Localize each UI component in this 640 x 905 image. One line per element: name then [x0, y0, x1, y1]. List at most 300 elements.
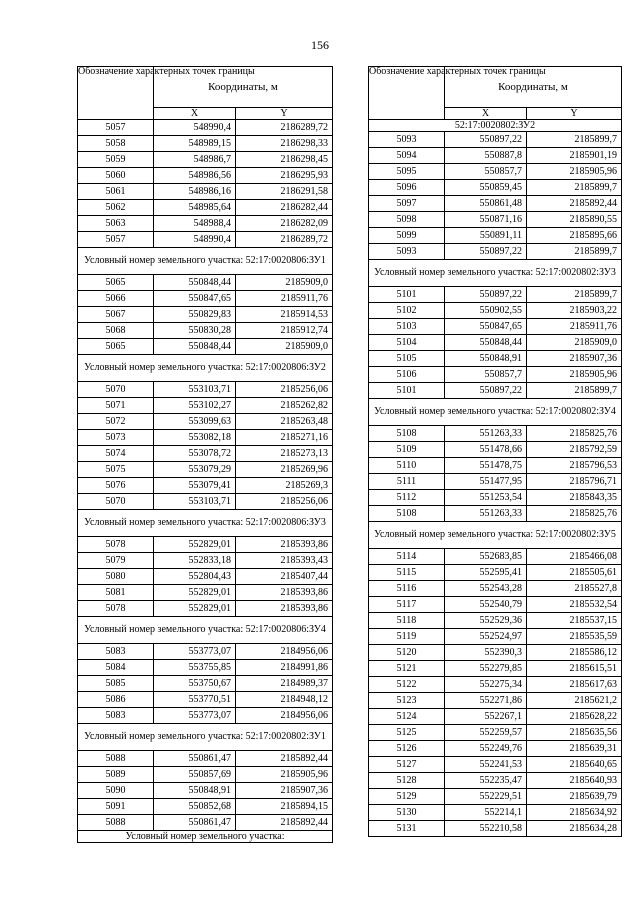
parcel-section-title: 52:17:0020802:ЗУ2 [369, 120, 622, 132]
x-coordinate-cell: 550891,11 [445, 228, 527, 244]
x-coordinate-cell: 550852,68 [154, 799, 236, 815]
parcel-section-title: Условный номер земельного участка: 52:17:0020802:ЗУ3 [369, 260, 622, 287]
point-id-cell: 5112 [369, 490, 445, 506]
point-id-cell: 5124 [369, 709, 445, 725]
header-y: Y [527, 108, 622, 120]
point-id-cell: 5072 [78, 414, 154, 430]
table-row [369, 319, 622, 335]
y-coordinate-cell: 2186282,44 [236, 200, 333, 216]
y-coordinate-cell: 2185825,76 [527, 426, 622, 442]
table-row [78, 783, 333, 799]
x-coordinate-cell: 552540,79 [445, 597, 527, 613]
header-coordinates: Координаты, м [154, 67, 333, 108]
point-id-cell: 5084 [78, 660, 154, 676]
point-id-cell: 5108 [369, 426, 445, 442]
y-coordinate-cell: 2185899,7 [527, 244, 622, 260]
y-coordinate-cell: 2185262,82 [236, 398, 333, 414]
section-row [78, 831, 333, 843]
point-id-cell: 5066 [78, 291, 154, 307]
point-id-cell: 5058 [78, 136, 154, 152]
header-x: X [445, 108, 527, 120]
table-row [78, 232, 333, 248]
table-row [369, 661, 622, 677]
y-coordinate-cell: 2185621,2 [527, 693, 622, 709]
y-coordinate-cell: 2185909,0 [236, 339, 333, 355]
table-row [78, 323, 333, 339]
y-coordinate-cell: 2186282,09 [236, 216, 333, 232]
table-row [369, 228, 622, 244]
y-coordinate-cell: 2185901,19 [527, 148, 622, 164]
header-coordinates: Координаты, м [445, 67, 622, 108]
x-coordinate-cell: 550871,16 [445, 212, 527, 228]
section-row [369, 120, 622, 132]
point-id-cell: 5076 [78, 478, 154, 494]
x-coordinate-cell: 550848,44 [154, 339, 236, 355]
point-id-cell: 5095 [369, 164, 445, 180]
table-row [78, 660, 333, 676]
x-coordinate-cell: 552683,85 [445, 549, 527, 565]
point-id-cell: 5061 [78, 184, 154, 200]
table-row [369, 442, 622, 458]
point-id-cell: 5119 [369, 629, 445, 645]
table-row [78, 553, 333, 569]
x-coordinate-cell: 553102,27 [154, 398, 236, 414]
x-coordinate-cell: 548985,64 [154, 200, 236, 216]
point-id-cell: 5088 [78, 815, 154, 831]
y-coordinate-cell: 2185617,63 [527, 677, 622, 693]
point-id-cell: 5106 [369, 367, 445, 383]
x-coordinate-cell: 550857,7 [445, 164, 527, 180]
table-row [78, 799, 333, 815]
table-row [78, 815, 333, 831]
point-id-cell: 5089 [78, 767, 154, 783]
x-coordinate-cell: 550887,8 [445, 148, 527, 164]
x-coordinate-cell: 552267,1 [445, 709, 527, 725]
table-row [78, 430, 333, 446]
table-row [78, 307, 333, 323]
x-coordinate-cell: 550857,69 [154, 767, 236, 783]
table-row [78, 414, 333, 430]
y-coordinate-cell: 2185890,55 [527, 212, 622, 228]
table-row [78, 275, 333, 291]
table-row [369, 581, 622, 597]
x-coordinate-cell: 550861,48 [445, 196, 527, 212]
point-id-cell: 5114 [369, 549, 445, 565]
y-coordinate-cell: 2185899,7 [527, 383, 622, 399]
point-id-cell: 5085 [78, 676, 154, 692]
table-row [369, 805, 622, 821]
y-coordinate-cell: 2185892,44 [236, 751, 333, 767]
y-coordinate-cell: 2185899,7 [527, 132, 622, 148]
table-row [78, 398, 333, 414]
y-coordinate-cell: 2185843,35 [527, 490, 622, 506]
y-coordinate-cell: 2184956,06 [236, 644, 333, 660]
table-row [369, 287, 622, 303]
point-id-cell: 5086 [78, 692, 154, 708]
y-coordinate-cell: 2184956,06 [236, 708, 333, 724]
section-row [78, 510, 333, 537]
x-coordinate-cell: 548990,4 [154, 232, 236, 248]
table-row [78, 767, 333, 783]
point-id-cell: 5123 [369, 693, 445, 709]
table-row [369, 244, 622, 260]
table-row [369, 741, 622, 757]
point-id-cell: 5093 [369, 244, 445, 260]
point-id-cell: 5059 [78, 152, 154, 168]
table-row [369, 565, 622, 581]
table-row [369, 506, 622, 522]
x-coordinate-cell: 552275,34 [445, 677, 527, 693]
point-id-cell: 5071 [78, 398, 154, 414]
y-coordinate-cell: 2185269,3 [236, 478, 333, 494]
y-coordinate-cell: 2185635,56 [527, 725, 622, 741]
x-coordinate-cell: 553773,07 [154, 708, 236, 724]
table-row [369, 132, 622, 148]
y-coordinate-cell: 2186295,93 [236, 168, 333, 184]
parcel-section-title: Условный номер земельного участка: 52:17:0020802:ЗУ5 [369, 522, 622, 549]
x-coordinate-cell: 553770,51 [154, 692, 236, 708]
parcel-section-title: Условный номер земельного участка: 52:17:0020806:ЗУ3 [78, 510, 333, 537]
x-coordinate-cell: 552595,41 [445, 565, 527, 581]
table-row [369, 709, 622, 725]
section-row [78, 248, 333, 275]
table-row [78, 462, 333, 478]
x-coordinate-cell: 550847,65 [445, 319, 527, 335]
point-id-cell: 5109 [369, 442, 445, 458]
table-row [78, 168, 333, 184]
point-id-cell: 5121 [369, 661, 445, 677]
table-row [78, 152, 333, 168]
y-coordinate-cell: 2185640,93 [527, 773, 622, 789]
x-coordinate-cell: 552241,53 [445, 757, 527, 773]
y-coordinate-cell: 2185527,8 [527, 581, 622, 597]
x-coordinate-cell: 550847,65 [154, 291, 236, 307]
x-coordinate-cell: 553750,67 [154, 676, 236, 692]
table-row [369, 164, 622, 180]
x-coordinate-cell: 552390,3 [445, 645, 527, 661]
point-id-cell: 5057 [78, 120, 154, 136]
y-coordinate-cell: 2185905,96 [527, 367, 622, 383]
x-coordinate-cell: 552249,76 [445, 741, 527, 757]
table-row [78, 537, 333, 553]
x-coordinate-cell: 550830,28 [154, 323, 236, 339]
x-coordinate-cell: 550848,44 [445, 335, 527, 351]
point-id-cell: 5078 [78, 537, 154, 553]
y-coordinate-cell: 2185393,86 [236, 537, 333, 553]
point-id-cell: 5116 [369, 581, 445, 597]
y-coordinate-cell: 2185909,0 [236, 275, 333, 291]
y-coordinate-cell: 2185263,48 [236, 414, 333, 430]
point-id-cell: 5122 [369, 677, 445, 693]
point-id-cell: 5110 [369, 458, 445, 474]
table-row [78, 692, 333, 708]
point-id-cell: 5096 [369, 180, 445, 196]
table-row [369, 303, 622, 319]
table-row [369, 613, 622, 629]
table-row [369, 196, 622, 212]
table-row [369, 212, 622, 228]
point-id-cell: 5062 [78, 200, 154, 216]
x-coordinate-cell: 553755,85 [154, 660, 236, 676]
header-point-name: Обозначение характерных точек границы [78, 67, 154, 120]
y-coordinate-cell: 2185269,96 [236, 462, 333, 478]
section-row [78, 617, 333, 644]
point-id-cell: 5097 [369, 196, 445, 212]
point-id-cell: 5128 [369, 773, 445, 789]
point-id-cell: 5081 [78, 585, 154, 601]
y-coordinate-cell: 2185899,7 [527, 180, 622, 196]
point-id-cell: 5127 [369, 757, 445, 773]
y-coordinate-cell: 2185532,54 [527, 597, 622, 613]
table-row [78, 339, 333, 355]
x-coordinate-cell: 550859,45 [445, 180, 527, 196]
table-row [78, 601, 333, 617]
point-id-cell: 5080 [78, 569, 154, 585]
table-row [78, 120, 333, 136]
y-coordinate-cell: 2185796,71 [527, 474, 622, 490]
x-coordinate-cell: 548988,4 [154, 216, 236, 232]
table-row [78, 644, 333, 660]
parcel-section-title: Условный номер земельного участка: 52:17:0020802:ЗУ4 [369, 399, 622, 426]
table-row [78, 382, 333, 398]
point-id-cell: 5065 [78, 339, 154, 355]
x-coordinate-cell: 553099,63 [154, 414, 236, 430]
y-coordinate-cell: 2185912,74 [236, 323, 333, 339]
header-y: Y [236, 108, 333, 120]
y-coordinate-cell: 2185256,06 [236, 494, 333, 510]
section-row [369, 522, 622, 549]
table-row [78, 585, 333, 601]
x-coordinate-cell: 552829,01 [154, 585, 236, 601]
y-coordinate-cell: 2186289,72 [236, 120, 333, 136]
point-id-cell: 5083 [78, 708, 154, 724]
y-coordinate-cell: 2184948,12 [236, 692, 333, 708]
point-id-cell: 5090 [78, 783, 154, 799]
table-row [78, 216, 333, 232]
y-coordinate-cell: 2185586,12 [527, 645, 622, 661]
x-coordinate-cell: 552804,43 [154, 569, 236, 585]
coordinates-table-right [368, 66, 622, 837]
y-coordinate-cell: 2185615,51 [527, 661, 622, 677]
x-coordinate-cell: 548989,15 [154, 136, 236, 152]
table-row [369, 383, 622, 399]
section-row [369, 260, 622, 287]
x-coordinate-cell: 552529,36 [445, 613, 527, 629]
y-coordinate-cell: 2185825,76 [527, 506, 622, 522]
x-coordinate-cell: 553082,18 [154, 430, 236, 446]
point-id-cell: 5099 [369, 228, 445, 244]
table-row [78, 494, 333, 510]
point-id-cell: 5131 [369, 821, 445, 837]
y-coordinate-cell: 2185899,7 [527, 287, 622, 303]
point-id-cell: 5098 [369, 212, 445, 228]
point-id-cell: 5104 [369, 335, 445, 351]
table-row [369, 490, 622, 506]
point-id-cell: 5105 [369, 351, 445, 367]
x-coordinate-cell: 551263,33 [445, 426, 527, 442]
point-id-cell: 5094 [369, 148, 445, 164]
point-id-cell: 5067 [78, 307, 154, 323]
y-coordinate-cell: 2185639,31 [527, 741, 622, 757]
point-id-cell: 5103 [369, 319, 445, 335]
point-id-cell: 5083 [78, 644, 154, 660]
y-coordinate-cell: 2185640,65 [527, 757, 622, 773]
point-id-cell: 5060 [78, 168, 154, 184]
table-row [369, 148, 622, 164]
header-point-name: Обозначение характерных точек границы [369, 67, 445, 120]
x-coordinate-cell: 551478,75 [445, 458, 527, 474]
y-coordinate-cell: 2185639,79 [527, 789, 622, 805]
table-row [78, 291, 333, 307]
point-id-cell: 5074 [78, 446, 154, 462]
x-coordinate-cell: 553079,41 [154, 478, 236, 494]
point-id-cell: 5079 [78, 553, 154, 569]
x-coordinate-cell: 550861,47 [154, 751, 236, 767]
table-row [369, 645, 622, 661]
y-coordinate-cell: 2185892,44 [236, 815, 333, 831]
section-row [78, 355, 333, 382]
x-coordinate-cell: 553079,29 [154, 462, 236, 478]
section-row [78, 724, 333, 751]
y-coordinate-cell: 2185634,28 [527, 821, 622, 837]
y-coordinate-cell: 2185892,44 [527, 196, 622, 212]
point-id-cell: 5070 [78, 382, 154, 398]
x-coordinate-cell: 552271,86 [445, 693, 527, 709]
parcel-section-title: Условный номер земельного участка: 52:17:0020802:ЗУ1 [78, 724, 333, 751]
table-row [369, 821, 622, 837]
x-coordinate-cell: 552833,18 [154, 553, 236, 569]
y-coordinate-cell: 2185914,53 [236, 307, 333, 323]
x-coordinate-cell: 550848,91 [154, 783, 236, 799]
table-row [78, 708, 333, 724]
x-coordinate-cell: 548986,16 [154, 184, 236, 200]
point-id-cell: 5120 [369, 645, 445, 661]
point-id-cell: 5125 [369, 725, 445, 741]
y-coordinate-cell: 2184989,37 [236, 676, 333, 692]
point-id-cell: 5101 [369, 383, 445, 399]
x-coordinate-cell: 548990,4 [154, 120, 236, 136]
table-row [369, 474, 622, 490]
y-coordinate-cell: 2185905,96 [236, 767, 333, 783]
x-coordinate-cell: 552214,1 [445, 805, 527, 821]
x-coordinate-cell: 552210,58 [445, 821, 527, 837]
table-row [78, 446, 333, 462]
y-coordinate-cell: 2185634,92 [527, 805, 622, 821]
point-id-cell: 5057 [78, 232, 154, 248]
table-row [369, 426, 622, 442]
x-coordinate-cell: 552279,85 [445, 661, 527, 677]
x-coordinate-cell: 550857,7 [445, 367, 527, 383]
y-coordinate-cell: 2185273,13 [236, 446, 333, 462]
x-coordinate-cell: 553773,07 [154, 644, 236, 660]
y-coordinate-cell: 2185911,76 [527, 319, 622, 335]
table-row [369, 351, 622, 367]
y-coordinate-cell: 2185393,86 [236, 601, 333, 617]
point-id-cell: 5108 [369, 506, 445, 522]
y-coordinate-cell: 2184991,86 [236, 660, 333, 676]
y-coordinate-cell: 2185911,76 [236, 291, 333, 307]
y-coordinate-cell: 2185628,22 [527, 709, 622, 725]
x-coordinate-cell: 552829,01 [154, 537, 236, 553]
x-coordinate-cell: 552829,01 [154, 601, 236, 617]
y-coordinate-cell: 2185792,59 [527, 442, 622, 458]
y-coordinate-cell: 2186291,58 [236, 184, 333, 200]
x-coordinate-cell: 550848,44 [154, 275, 236, 291]
x-coordinate-cell: 553103,71 [154, 382, 236, 398]
point-id-cell: 5126 [369, 741, 445, 757]
y-coordinate-cell: 2185903,22 [527, 303, 622, 319]
x-coordinate-cell: 550861,47 [154, 815, 236, 831]
point-id-cell: 5063 [78, 216, 154, 232]
point-id-cell: 5111 [369, 474, 445, 490]
table-row [369, 549, 622, 565]
x-coordinate-cell: 550829,83 [154, 307, 236, 323]
x-coordinate-cell: 551263,33 [445, 506, 527, 522]
y-coordinate-cell: 2186298,33 [236, 136, 333, 152]
point-id-cell: 5078 [78, 601, 154, 617]
point-id-cell: 5118 [369, 613, 445, 629]
table-row [369, 597, 622, 613]
y-coordinate-cell: 2185905,96 [527, 164, 622, 180]
table-row [369, 677, 622, 693]
x-coordinate-cell: 551253,54 [445, 490, 527, 506]
header-x: X [154, 108, 236, 120]
parcel-section-title: Условный номер земельного участка: 52:17:0020806:ЗУ2 [78, 355, 333, 382]
x-coordinate-cell: 552229,51 [445, 789, 527, 805]
table-row [78, 184, 333, 200]
table-row [369, 789, 622, 805]
table-row [78, 136, 333, 152]
table-row [369, 458, 622, 474]
point-id-cell: 5115 [369, 565, 445, 581]
y-coordinate-cell: 2185407,44 [236, 569, 333, 585]
table-row [369, 773, 622, 789]
y-coordinate-cell: 2185535,59 [527, 629, 622, 645]
y-coordinate-cell: 2185393,86 [236, 585, 333, 601]
x-coordinate-cell: 550897,22 [445, 383, 527, 399]
point-id-cell: 5075 [78, 462, 154, 478]
table-row [78, 569, 333, 585]
table-row [78, 676, 333, 692]
table-row [369, 180, 622, 196]
page-number: 156 [311, 38, 329, 52]
point-id-cell: 5129 [369, 789, 445, 805]
parcel-section-title: Условный номер земельного участка: 52:17:0020806:ЗУ4 [78, 617, 333, 644]
x-coordinate-cell: 551477,95 [445, 474, 527, 490]
point-id-cell: 5130 [369, 805, 445, 821]
table-row [369, 335, 622, 351]
y-coordinate-cell: 2185909,0 [527, 335, 622, 351]
y-coordinate-cell: 2185466,08 [527, 549, 622, 565]
y-coordinate-cell: 2185907,36 [236, 783, 333, 799]
table-row [78, 478, 333, 494]
point-id-cell: 5088 [78, 751, 154, 767]
coordinates-table-left [77, 66, 333, 843]
point-id-cell: 5093 [369, 132, 445, 148]
table-row [78, 751, 333, 767]
x-coordinate-cell: 551478,66 [445, 442, 527, 458]
section-row [369, 399, 622, 426]
table-row [369, 629, 622, 645]
x-coordinate-cell: 548986,7 [154, 152, 236, 168]
point-id-cell: 5065 [78, 275, 154, 291]
x-coordinate-cell: 550897,22 [445, 287, 527, 303]
y-coordinate-cell: 2185907,36 [527, 351, 622, 367]
x-coordinate-cell: 553078,72 [154, 446, 236, 462]
table-row [369, 367, 622, 383]
table-row [78, 200, 333, 216]
y-coordinate-cell: 2185894,15 [236, 799, 333, 815]
